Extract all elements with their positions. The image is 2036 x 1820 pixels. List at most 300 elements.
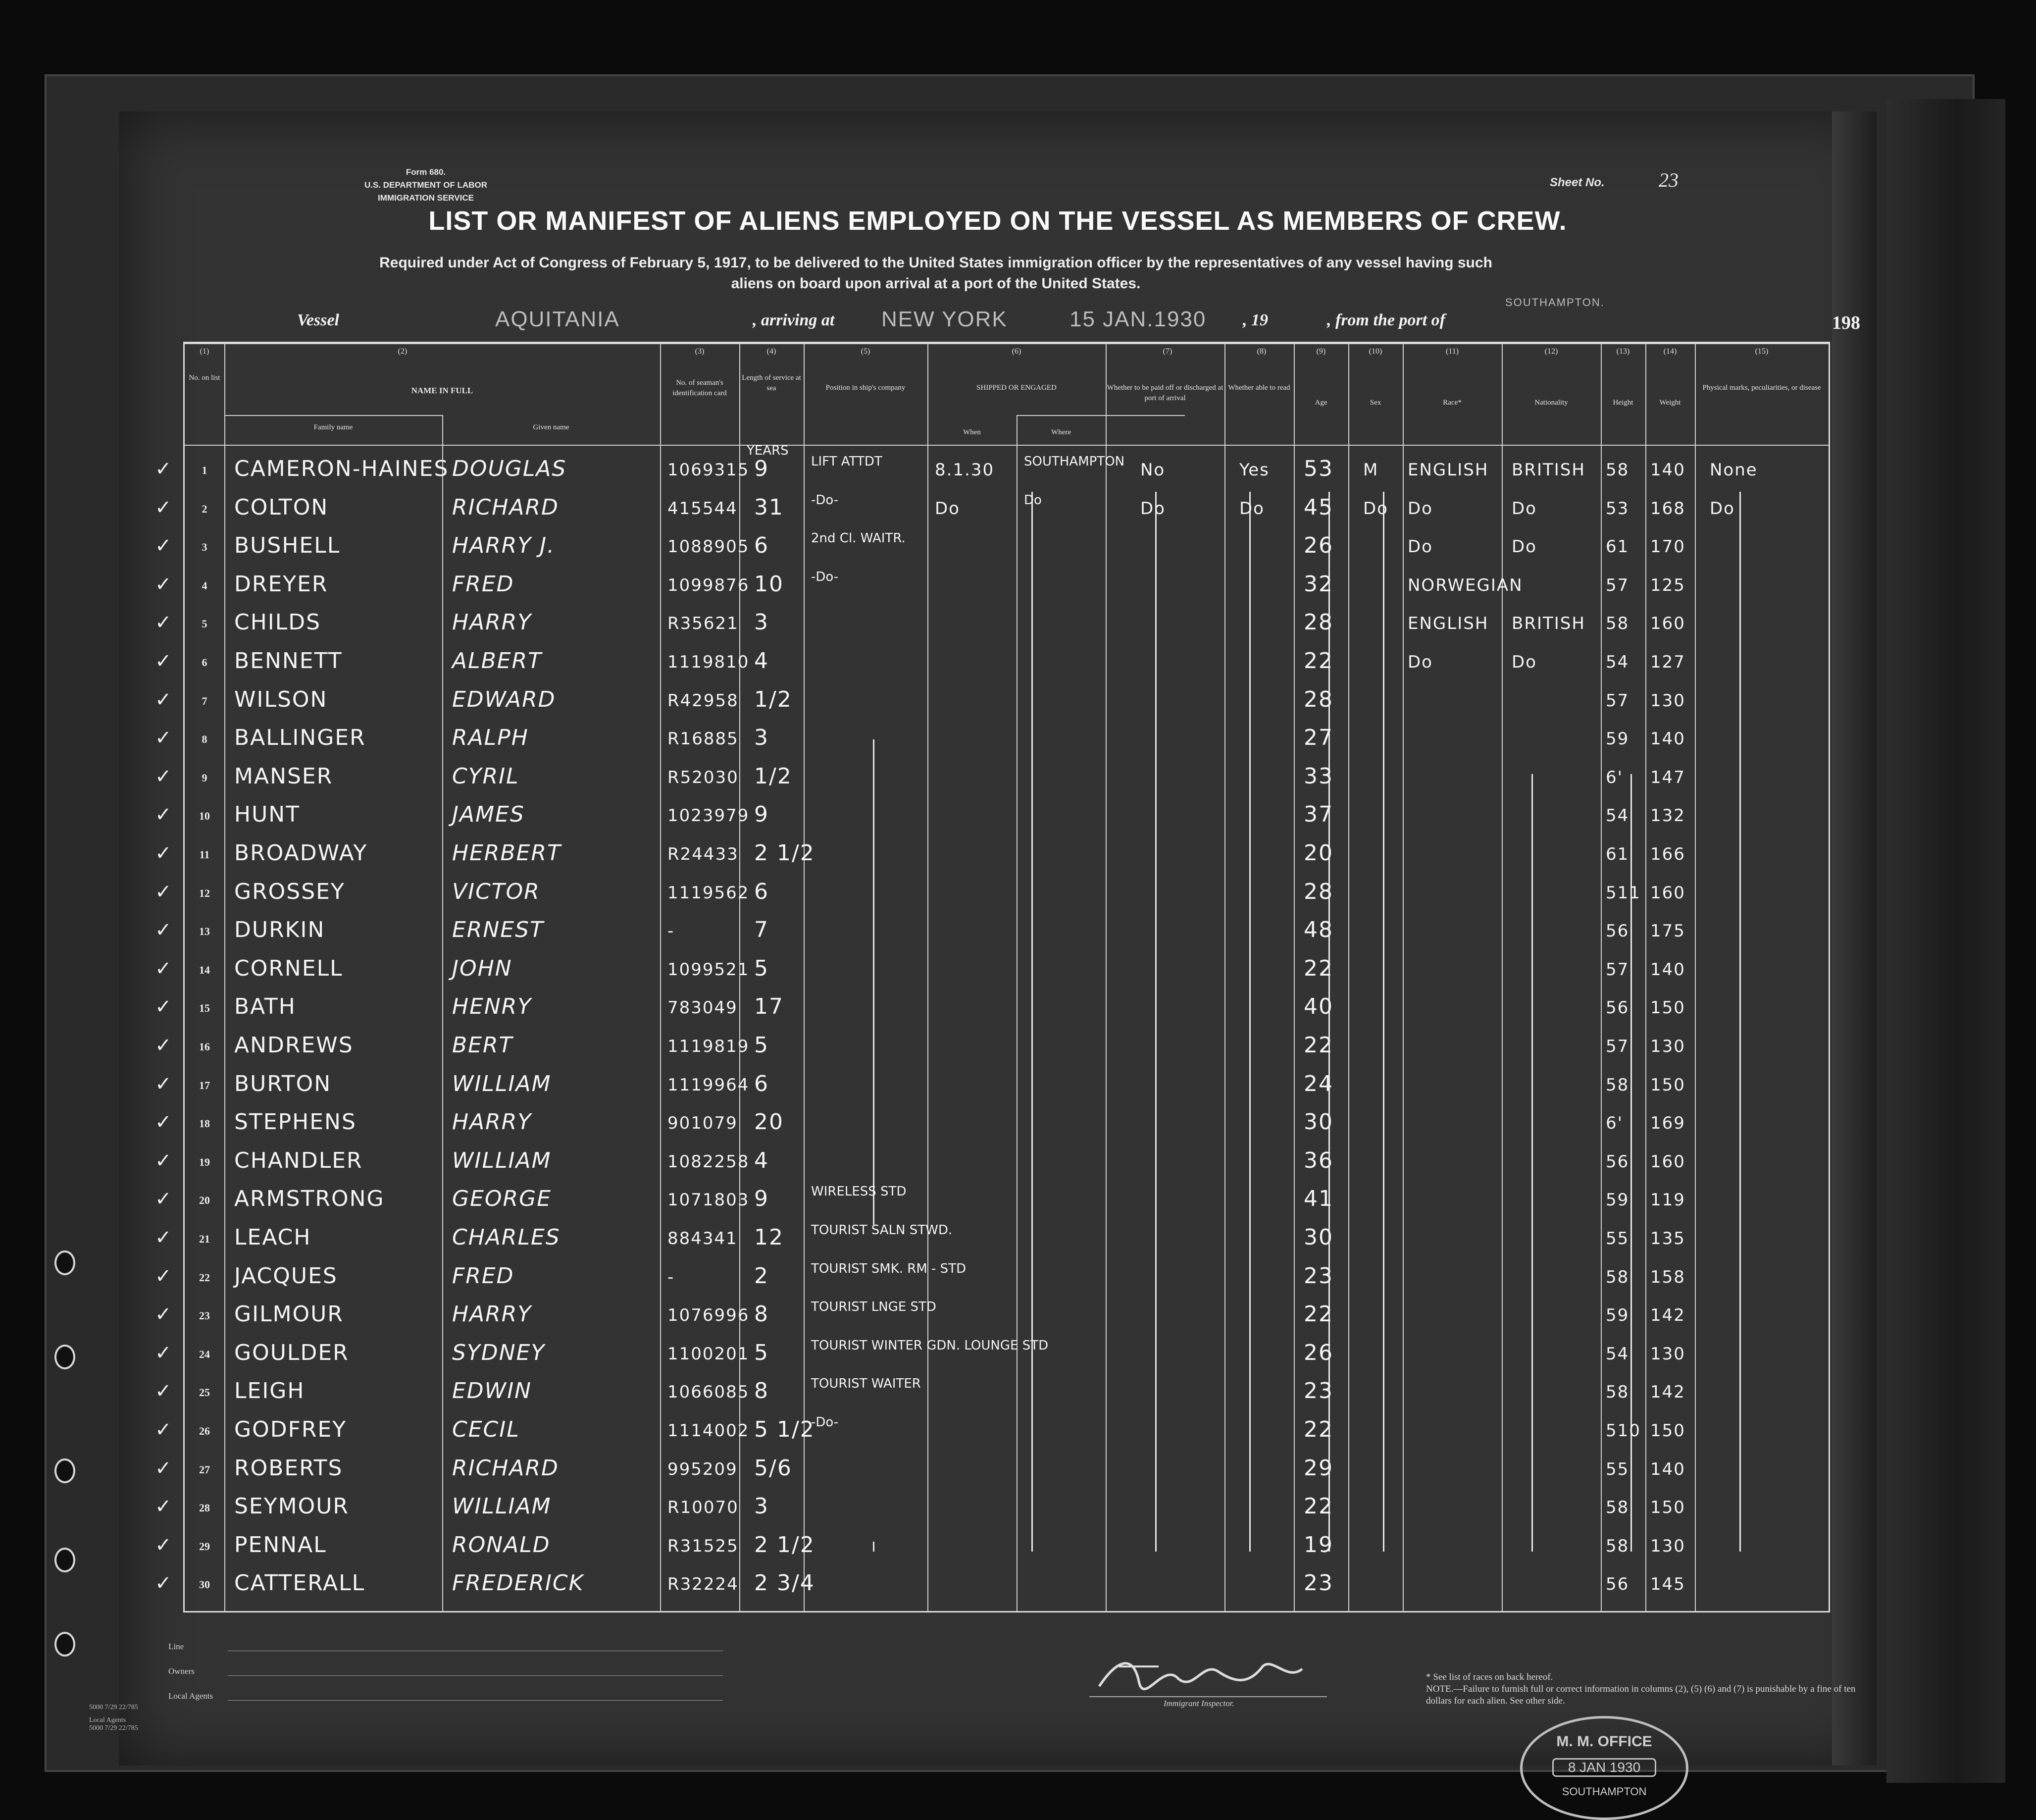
cell-age: 26 [1304,533,1333,559]
cell-card: 1119562 [667,883,750,903]
cell-height: 59 [1606,1190,1629,1210]
row-number: 9 [202,771,207,784]
cell-age: 26 [1304,1340,1333,1365]
cell-card: - [667,1267,675,1287]
cell-age: 20 [1304,840,1333,866]
cell-weight: 140 [1650,959,1685,980]
cell-age: 28 [1304,686,1333,712]
cell-weight: 147 [1650,767,1685,787]
row-number: 8 [202,733,207,746]
table-row [155,760,1829,797]
sheet-edge [1832,111,1877,1766]
header-paid-off: Whether to be paid off or discharged at port of arrival [1107,384,1223,402]
checkmark-icon: ✓ [155,1264,172,1287]
row-number: 30 [199,1578,210,1591]
cell-race: Do [1408,537,1433,557]
checkmark-icon: ✓ [155,1188,172,1210]
cell-card: - [667,921,675,941]
cell-service: 4 [754,648,769,674]
race-note: * See list of races on back hereof. [1426,1672,1553,1682]
cell-when: Do [935,498,960,519]
checkmark-icon: ✓ [155,1111,172,1134]
cell-given: DOUGLAS [452,456,567,481]
cell-service: 3 [754,1494,769,1519]
table-row [155,1490,1829,1527]
stamp-top: M. M. OFFICE [1556,1733,1652,1750]
cell-age: 22 [1304,1494,1333,1519]
sheet-number: 23 [1659,169,1679,191]
checkmark-icon: ✓ [155,688,172,711]
cell-service: 31 [754,494,784,520]
cell-paid: Do [1140,498,1166,519]
row-number: 20 [199,1194,210,1207]
cell-family: WILSON [234,686,328,712]
cell-age: 29 [1304,1455,1333,1481]
cell-service-unit: YEARS [747,443,789,458]
cell-service: 2 [754,1263,769,1289]
cell-height: 6' [1606,1113,1623,1134]
cell-family: ARMSTRONG [234,1186,385,1212]
checkmark-icon: ✓ [155,1149,172,1172]
binder-hole [54,1458,75,1483]
cell-service: 6 [754,1071,769,1096]
table-row [155,1105,1829,1143]
cell-age: 23 [1304,1378,1333,1404]
cell-service: 20 [754,1109,784,1135]
cell-service: 9 [754,802,769,828]
cell-service: 9 [754,456,769,481]
cell-family: CHILDS [234,610,321,635]
cell-weight: 125 [1650,575,1685,595]
row-number: 27 [199,1463,210,1476]
binder-hole [54,1345,75,1369]
department: U.S. DEPARTMENT OF LABOR [364,180,488,190]
cell-card: 1088905 [667,537,750,557]
cell-weight: 175 [1650,921,1685,941]
cell-card: 1066085 [667,1382,750,1403]
cell-given: BERT [452,1033,513,1058]
table-row [155,990,1829,1027]
from-label: , from the port of [1327,311,1445,329]
cell-family: CAMERON-HAINES [234,456,449,481]
cell-service: 3 [754,610,769,635]
cell-service: 1/2 [754,763,792,789]
cell-weight: 160 [1650,614,1685,634]
cell-age: 23 [1304,1570,1333,1596]
cell-family: GODFREY [234,1417,347,1442]
header-length-service: Length of service at sea [742,374,801,392]
cell-family: MANSER [234,763,333,789]
table-row [155,1029,1829,1066]
col-num-9: (9) [1316,347,1326,356]
cell-when: 8.1.30 [935,460,995,480]
cell-height: 58 [1606,460,1629,480]
cell-weight: 168 [1650,498,1685,519]
cell-weight: 170 [1650,537,1685,557]
row-number: 28 [199,1502,210,1514]
row-number: 22 [199,1271,210,1284]
table-row [155,1336,1829,1373]
local-agents-label-2: Local Agents [89,1716,126,1724]
cell-service: 1/2 [754,686,792,712]
checkmark-icon: ✓ [155,496,172,519]
cell-card: 1119810 [667,652,750,672]
table-row [155,1374,1829,1411]
row-number: 15 [199,1002,210,1015]
cell-card: R31525 [667,1536,739,1556]
cell-age: 45 [1304,494,1333,520]
cell-family: PENNAL [234,1532,327,1558]
checkmark-icon: ✓ [155,1072,172,1095]
cell-service: 6 [754,879,769,904]
header-height: Height [1613,399,1633,407]
cell-given: JOHN [452,955,512,981]
page-title: LIST OR MANIFEST OF ALIENS EMPLOYED ON THE VESSEL AS MEMBERS OF CREW. [428,206,1567,236]
row-number: 18 [199,1117,210,1130]
cell-position: -Do- [811,1415,839,1430]
cell-card: 1114002 [667,1421,750,1441]
cell-where: Do [1024,492,1042,508]
col-num-1: (1) [200,347,209,356]
cell-weight: 119 [1650,1190,1685,1210]
vessel-label: Vessel [297,311,339,329]
cell-height: 61 [1606,844,1629,864]
cell-card: R42958 [667,690,739,711]
cell-position: TOURIST LNGE STD [811,1300,936,1315]
cell-height: 56 [1606,998,1629,1018]
table-row [155,1298,1829,1335]
row-number: 6 [202,656,207,669]
table-row [155,1452,1829,1489]
stacked-pages-edge [1886,99,2005,1783]
row-number: 23 [199,1309,210,1322]
cell-position: 2nd Cl. WAITR. [811,531,906,546]
header-given-name: Given name [533,423,569,431]
cell-age: 37 [1304,802,1333,828]
header-no-on-list: No. on list [189,374,220,382]
cell-age: 28 [1304,879,1333,904]
col-num-3: (3) [695,347,705,356]
cell-nationality: BRITISH [1512,614,1585,634]
cell-position: WIRELESS STD [811,1184,907,1199]
cell-weight: 140 [1650,729,1685,749]
cell-family: CHANDLER [234,1147,363,1173]
vessel-name: AQUITANIA [495,307,620,331]
table-row [155,683,1829,720]
cell-height: 56 [1606,1574,1629,1595]
cell-given: CHARLES [452,1225,560,1250]
row-number: 3 [202,541,207,554]
cell-service: 2 3/4 [754,1570,815,1596]
cell-height: 510 [1606,1421,1641,1441]
cell-weight: 150 [1650,1421,1685,1441]
cell-service: 2 1/2 [754,840,815,866]
cell-card: R52030 [667,767,739,787]
header-able-read: Whether able to read [1228,384,1290,392]
cell-height: 55 [1606,1459,1629,1479]
cell-height: 57 [1606,690,1629,711]
cell-age: 22 [1304,1033,1333,1058]
table-row [155,913,1829,950]
row-number: 12 [199,886,210,899]
cell-service: 5/6 [754,1455,792,1481]
form-number: Form 680. [406,167,446,177]
cell-given: HARRY [452,1109,532,1135]
cell-family: CORNELL [234,955,343,981]
checkmark-icon: ✓ [155,458,172,480]
cell-age: 40 [1304,994,1333,1020]
cell-weight: 160 [1650,1151,1685,1172]
cell-family: GILMOUR [234,1301,344,1327]
cell-service: 9 [754,1186,769,1212]
cell-family: BALLINGER [234,725,366,751]
checkmark-icon: ✓ [155,611,172,634]
table-row [155,1528,1829,1565]
row-number: 16 [199,1040,210,1053]
cell-age: 24 [1304,1071,1333,1096]
cell-family: SEYMOUR [234,1494,349,1519]
cell-height: 59 [1606,729,1629,749]
cell-age: 48 [1304,917,1333,943]
page-subtitle [267,253,1604,294]
cell-marks: Do [1710,498,1735,519]
cell-given: GEORGE [452,1186,552,1212]
vessel-line [297,296,1832,337]
cell-position: LIFT ATTDT [811,454,882,469]
table-row [155,529,1829,566]
cell-given: HARRY [452,610,532,635]
cell-height: 53 [1606,498,1629,519]
cell-weight: 130 [1650,1536,1685,1556]
cell-given: WILLIAM [452,1147,552,1173]
cell-service: 8 [754,1378,769,1404]
cell-age: 28 [1304,610,1333,635]
stamp-date: 8 JAN 1930 [1552,1758,1656,1777]
table-row [155,1144,1829,1181]
header-sex: Sex [1370,399,1381,407]
cell-service: 17 [754,994,784,1020]
cell-family: BUSHELL [234,533,341,559]
cell-service: 5 [754,1033,769,1058]
row-number: 10 [199,810,210,823]
cell-card: 1069315 [667,460,750,480]
table-row [155,443,1829,489]
col-num-12: (12) [1544,347,1558,356]
cell-weight: 130 [1650,690,1685,711]
year-label: , 19 [1243,311,1268,329]
row-number: 29 [199,1540,210,1553]
cell-position: TOURIST WAITER [811,1376,921,1392]
checkmark-icon: ✓ [155,1380,172,1403]
cell-given: SYDNEY [452,1340,546,1365]
cell-race: Do [1408,652,1433,672]
binder-hole [54,1632,75,1657]
cell-card: 783049 [667,998,738,1018]
cell-age: 22 [1304,1301,1333,1327]
cell-sex: Do [1363,498,1388,519]
row-number: 2 [202,502,207,515]
table-row [155,1221,1829,1258]
table-row [155,1413,1829,1450]
arriving-label: , arriving at [753,311,835,329]
rule [228,1675,723,1676]
cell-height: 59 [1606,1305,1629,1326]
checkmark-icon: ✓ [155,534,172,557]
col-num-5: (5) [861,347,870,356]
cell-age: 22 [1304,955,1333,981]
cell-age: 53 [1304,456,1333,481]
cell-race: ENGLISH [1408,460,1489,480]
row-number: 19 [199,1155,210,1168]
cell-family: GOULDER [234,1340,349,1365]
cell-service: 12 [754,1225,784,1250]
cell-card: 1100201 [667,1344,750,1364]
table-row [155,644,1829,681]
cell-age: 41 [1304,1186,1333,1212]
cell-weight: 160 [1650,883,1685,903]
cell-weight: 135 [1650,1229,1685,1248]
cell-height: 57 [1606,575,1629,595]
cell-height: 56 [1606,921,1629,941]
owners-label: Owners [168,1666,195,1676]
col-num-8: (8) [1257,347,1267,356]
cell-paid: No [1140,460,1166,480]
header-position: Position in ship's company [825,384,906,392]
cell-given: HARRY [452,1301,532,1327]
cell-card: 1082258 [667,1151,750,1172]
cell-given: RICHARD [452,1455,559,1481]
cell-nationality: BRITISH [1512,460,1585,480]
cell-given: HENRY [452,994,532,1020]
cell-age: 22 [1304,1417,1333,1442]
header-shipped: SHIPPED OR ENGAGED [976,384,1057,392]
cell-family: ANDREWS [234,1033,354,1058]
checkmark-icon: ✓ [155,650,172,672]
departure-port: SOUTHAMPTON. [1505,296,1605,309]
checkmark-icon: ✓ [155,1303,172,1326]
cell-nationality: Do [1512,652,1537,672]
cell-height: 56 [1606,1151,1629,1172]
cell-given: CECIL [452,1417,520,1442]
table-row [155,1566,1829,1604]
checkmark-icon: ✓ [155,1226,172,1248]
cell-given: HARRY J. [452,533,556,559]
cell-family: STEPHENS [234,1109,356,1135]
cell-family: CATTERALL [234,1570,365,1596]
cell-weight: 150 [1650,1075,1685,1095]
checkmark-icon: ✓ [155,1572,172,1595]
cell-weight: 158 [1650,1267,1685,1287]
subtitle-line-1: Required under Act of Congress of February 5, 1917, to be delivered to the United States immigration officer by the representatives of any vessel having such [379,255,1492,271]
checkmark-icon: ✓ [155,995,172,1018]
cell-weight: 127 [1650,652,1685,672]
cell-height: 58 [1606,1075,1629,1095]
table-row [155,1067,1829,1104]
cell-age: 27 [1304,725,1333,751]
cell-card: 1119819 [667,1037,750,1056]
print-codes [89,1704,138,1732]
row-number: 4 [202,579,207,592]
cell-weight: 150 [1650,1498,1685,1518]
table-row [155,1259,1829,1297]
cell-family: GROSSEY [234,879,345,904]
cell-height: 58 [1606,1382,1629,1403]
cell-height: 55 [1606,1229,1629,1248]
row-number: 14 [199,963,210,976]
header-id-card: No. of seaman's identification card [672,379,727,397]
col-num-11: (11) [1445,347,1459,356]
cell-weight: 169 [1650,1113,1685,1134]
cell-position: TOURIST SMK. RM - STD [811,1261,967,1276]
form-header [332,166,520,205]
row-number: 13 [199,925,210,938]
table-row [155,1182,1829,1219]
cell-nationality: Do [1512,537,1537,557]
cell-height: 6' [1606,767,1623,787]
table-row [155,952,1829,989]
cell-given: FRED [452,571,514,597]
cell-height: 61 [1606,537,1629,557]
header-nationality: Nationality [1534,399,1568,407]
local-agents-label: Local Agents [168,1691,213,1701]
cell-age: 32 [1304,571,1333,597]
cell-card: 901079 [667,1113,738,1134]
cell-age: 19 [1304,1532,1333,1558]
manifest-table [155,342,1830,1612]
cell-given: ALBERT [452,648,543,674]
cell-weight: 145 [1650,1574,1685,1595]
col-num-6: (6) [1012,347,1021,356]
header-family-name: Family name [313,423,353,431]
cell-card: R32224 [667,1574,739,1595]
cell-age: 22 [1304,648,1333,674]
col-num-2: (2) [398,347,407,356]
cell-where: SOUTHAMPTON [1024,454,1125,469]
cell-given: RONALD [452,1532,551,1558]
cell-height: 511 [1606,883,1641,903]
cell-height: 58 [1606,614,1629,634]
inspector-signature [1089,1652,1327,1697]
checkmark-icon: ✓ [155,803,172,826]
cell-service: 4 [754,1147,769,1173]
cell-weight: 142 [1650,1382,1685,1403]
cell-weight: 132 [1650,806,1685,826]
cell-given: VICTOR [452,879,540,904]
cell-family: BURTON [234,1071,332,1096]
cell-family: LEACH [234,1225,311,1250]
cell-card: 1119964 [667,1075,750,1095]
cell-height: 54 [1606,1344,1629,1364]
cell-card: 415544 [667,498,738,519]
cell-height: 58 [1606,1498,1629,1518]
cell-card: R10070 [667,1498,739,1518]
cell-service: 2 1/2 [754,1532,815,1558]
row-number: 25 [199,1386,210,1399]
cell-given: HERBERT [452,840,561,866]
col-num-14: (14) [1663,347,1677,356]
cell-age: 23 [1304,1263,1333,1289]
checkmark-icon: ✓ [155,842,172,864]
signature-scrawl [1089,1652,1327,1696]
col-num-15: (15) [1755,347,1769,356]
cell-age: 36 [1304,1147,1333,1173]
cell-service: 5 1/2 [754,1417,815,1442]
cell-given: EDWIN [452,1378,532,1404]
table-row [155,568,1829,605]
header-weight: Weight [1659,399,1681,407]
checkmark-icon: ✓ [155,1418,172,1441]
binder-hole [54,1250,75,1275]
